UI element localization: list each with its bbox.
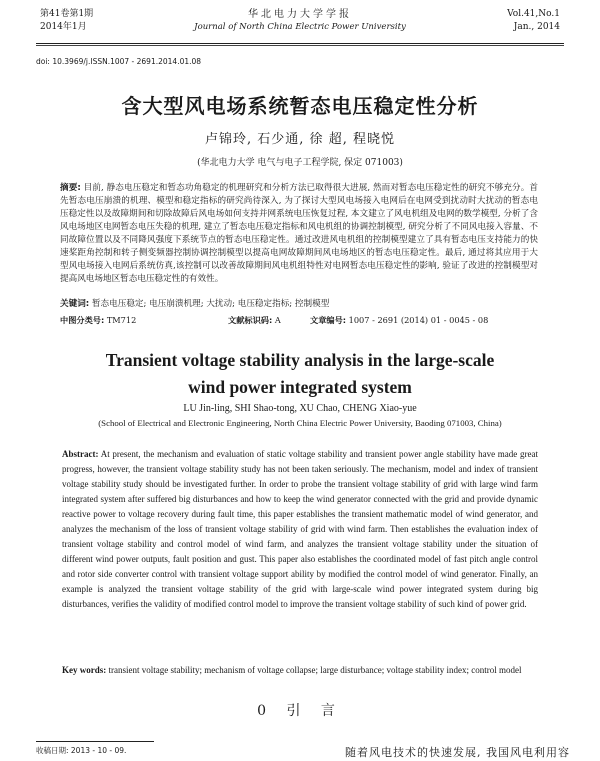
chinese-keywords-text: 暂态电压稳定; 电压崩溃机理; 大扰动; 电压稳定指标; 控制模型 (91, 299, 330, 309)
journal-name-cn: 华北电力大学学报 (248, 9, 352, 20)
document-code (228, 314, 281, 327)
chinese-keywords-label: 关键词: (60, 299, 90, 309)
english-affiliation: (School of Electrical and Electronic Engineering, North China Electric Power University, Baoding 071003, China) (98, 418, 502, 428)
doc-code-value: A (274, 315, 281, 325)
chinese-abstract-label: 摘要: (60, 183, 81, 193)
volume-issue-cn: 第41卷第1期 (40, 9, 94, 19)
clc-value: TM712 (106, 315, 137, 325)
section-heading-introduction: 0 引 言 (257, 703, 343, 719)
english-abstract-text: At present, the mechanism and evaluation of static voltage stability and transient power angle stability have made great progress, however, the transient voltage stability study has not been taken seriously. The mechanism, model and index of transient voltage stability study should be investigated further. In order to probe the transient voltage stability of grid with large wind farm integrated system after suffered big disturbances and how to keep the wind generator connected with the grid and provide dynamic reactive power to voltage recovery during fault time, this paper establishes the transient mathematic model of wind generator, and analyzes the mechanism of the loss of transient voltage stability of grid with wind farm. Then establishes the evaluation index of transient voltage stability and control model of wind farm, and analyzes the transient voltage stability under the situation of different wind power outputs, fault position and gust. This paper also establishes the coordinated model of fast pitch angle control and rotor side converter control with transient voltage support ability by modified the control model of wind generator. Finally, an example is analyzed the transient voltage stability of the grid with large-scale wind power integrated system during big disturbances, verifies the validity of modified control model to improve the transient voltage stability of such kind of power grid. (62, 449, 538, 609)
english-keywords-label: Key words: (62, 665, 107, 675)
article-no-value: 1007 - 2691 (2014) 01 - 0045 - 08 (348, 315, 489, 325)
doc-code-label: 文献标识码: (228, 315, 273, 325)
clc-label: 中图分类号: (60, 315, 105, 325)
english-title-line2: wind power integrated system (188, 377, 412, 397)
journal-name (40, 8, 560, 34)
volume-issue-en: Vol.41,No.1 (507, 9, 560, 19)
running-header (40, 8, 560, 44)
article-no-label: 文章编号: (310, 315, 347, 325)
header-rule (36, 43, 564, 44)
header-rule-thin (36, 45, 564, 46)
footnote-rule (36, 741, 154, 742)
english-abstract (62, 447, 538, 612)
chinese-title: 含大型风电场系统暂态电压稳定性分析 (121, 94, 479, 118)
english-title-line1: Transient voltage stability analysis in the large-scale (105, 350, 495, 370)
date-cn: 2014年1月 (40, 22, 87, 32)
chinese-abstract-text: 目前, 静态电压稳定和暂态功角稳定的机理研究和分析方法已取得很大进展, 然而对暂态电压稳定性的研究不够充分。首先暂态电压崩溃的机理、模型和稳定指标的研究尚待深入, 为了探讨大型风电场接入电网后在电网受到扰动时大扰动的暂态电压稳定性以及故障期间和切除故障后风电场如何支持并网系统电压恢复过程, 本文建立了风电机组及电网的数学模型, 分析了含风电场地区电网暂态电压失稳的机理, 建立了暂态电压稳定指标和风电机组的协调控制模型, 研究分析了不同风电接入容量、不同故障位置以及不同降风强度下系统节点的暂态电压稳定性。通过改进风电机组的控制模型建立了具有暂态电压支持能力的快速桨距角控制和转子侧变频器控制协调控制模型以提高电网故障期间风电场地区的暂态电压稳定性。最后, 通过将其应用于大型风电场接入电网后系统仿真,该控制可以改善故障期间风电机组特性对电网暂态电压稳定性的影响, 验证了改进的控制模型对提高风电场地区暂态电压稳定性的有效性。 (60, 183, 539, 284)
english-title (0, 347, 600, 401)
english-authors: LU Jin-ling, SHI Shao-tong, XU Chao, CHENG Xiao-yue (183, 403, 417, 414)
date-en: Jan., 2014 (513, 22, 560, 32)
body-text-start: 随着风电技术的快速发展, 我国风电利用容 (345, 746, 570, 759)
journal-name-en: Journal of North China Electric Power University (194, 22, 406, 32)
received-date: 收稿日期: 2013 - 10 - 09. (36, 746, 127, 755)
doi: doi: 10.3969/j.ISSN.1007 - 2691.2014.01.08 (36, 57, 202, 66)
chinese-keywords (60, 298, 538, 311)
english-keywords-text: transient voltage stability; mechanism of voltage collapse; large disturbance; voltage stability index; control model (108, 665, 522, 675)
chinese-abstract (60, 182, 538, 286)
clc-number (60, 314, 136, 327)
chinese-authors: 卢锦玲, 石少通, 徐 超, 程晓悦 (205, 132, 395, 147)
chinese-affiliation: (华北电力大学 电气与电子工程学院, 保定 071003) (197, 158, 403, 168)
article-number (310, 314, 488, 327)
english-abstract-label: Abstract: (62, 449, 99, 459)
issue-info-en (507, 8, 560, 34)
english-keywords (62, 663, 538, 678)
